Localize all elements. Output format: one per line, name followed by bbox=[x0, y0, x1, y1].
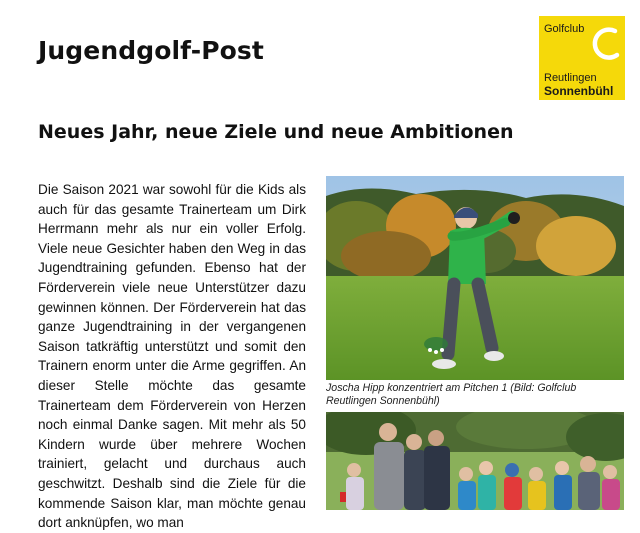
logo-text-name: Sonnenbühl bbox=[544, 84, 614, 98]
golf-ring-icon bbox=[589, 25, 621, 65]
golfclub-logo bbox=[539, 16, 625, 100]
article-body: Die Saison 2021 war sowohl für die Kids als auch für das gesamte Trainerteam um Dirk Herrmann mehr als nur ein voller Erfolg. Viele neue Gesichter haben den Weg in das Jugendtraining gefunden. Ebenso hat der Förderverein viele neue Unterstützer dazu gewinnen können. Der Förderverein hat das ganze Jugendtraining in der vergangenen Saison tatkräftig unterstützt und somit den Trainern enorm unter die Arme gegriffen. An dieser Stelle möchte das gesamte Trainerteam dem Förderverein von Herzen noch einmal Danke sagen. Mit mehr als 50 Kindern wurde über mehrere Wochen trainiert, gelacht und durchaus auch geschwitzt. Deshalb sind die Ziele für die kommende Saison klar, man möchte genau dort anknüpfen, wo man bbox=[38, 182, 306, 531]
page-title: Jugendgolf-Post bbox=[38, 36, 264, 65]
logo-text-golfclub: Golfclub bbox=[544, 23, 585, 35]
article-heading: Neues Jahr, neue Ziele und neue Ambitionen bbox=[38, 121, 514, 143]
photo-child-golfer bbox=[326, 176, 624, 380]
logo-text-city: Reutlingen bbox=[544, 72, 597, 84]
photo-kids-group bbox=[326, 412, 624, 510]
photo-caption: Joscha Hipp konzentriert am Pitchen 1 (Bild: Golfclub Reutlingen Sonnenbühl) bbox=[326, 382, 577, 407]
